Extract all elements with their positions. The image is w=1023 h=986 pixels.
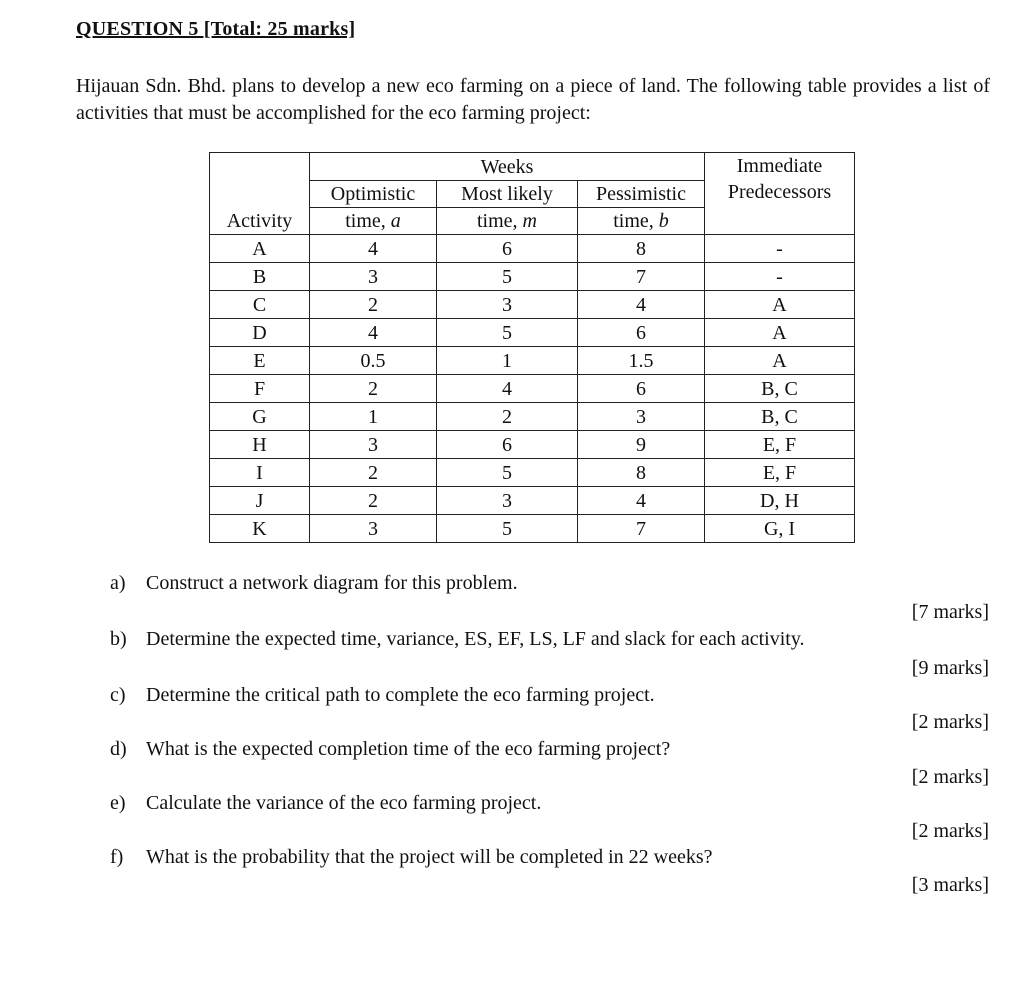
table-row <box>210 263 855 291</box>
predecessors-cell: A <box>705 291 855 319</box>
weeks-header: Weeks <box>310 153 705 181</box>
predecessors-cell: - <box>705 235 855 263</box>
mostlikely-cell: 2 <box>437 403 578 431</box>
optimistic-sub-text: time, <box>345 210 391 232</box>
optimistic-var: a <box>390 210 401 232</box>
pessimistic-cell: 3 <box>578 403 705 431</box>
pessimistic-cell: 7 <box>578 263 705 291</box>
question-item <box>110 572 518 595</box>
optimistic-cell: 1 <box>310 403 437 431</box>
table-row <box>210 487 855 515</box>
table-row <box>210 403 855 431</box>
pessimistic-cell: 1.5 <box>578 347 705 375</box>
pessimistic-cell: 6 <box>578 375 705 403</box>
activity-cell: F <box>210 375 310 403</box>
question-item <box>110 792 541 815</box>
question-text: Construct a network diagram for this problem. <box>146 572 518 594</box>
table-row <box>210 431 855 459</box>
question-text: Calculate the variance of the eco farming project. <box>146 792 542 814</box>
immediate-label: Immediate <box>736 155 823 177</box>
activity-cell: K <box>210 515 310 543</box>
activity-cell: G <box>210 403 310 431</box>
predecessors-cell: A <box>705 319 855 347</box>
optimistic-header: Optimistic <box>310 181 437 208</box>
optimistic-subheader <box>310 208 437 235</box>
marks-label: [2 marks] <box>911 766 989 788</box>
mostlikely-var: m <box>522 210 537 232</box>
mostlikely-cell: 5 <box>437 263 578 291</box>
activity-cell: B <box>210 263 310 291</box>
marks-label: [2 marks] <box>911 820 989 842</box>
pessimistic-cell: 7 <box>578 515 705 543</box>
table-row <box>210 347 855 375</box>
question-text: What is the probability that the project will be completed in 22 weeks? <box>146 846 713 868</box>
mostlikely-cell: 4 <box>437 375 578 403</box>
question-label: f) <box>110 846 124 868</box>
question-text: What is the expected completion time of the eco farming project? <box>146 738 671 760</box>
optimistic-cell: 4 <box>310 319 437 347</box>
marks-label: [3 marks] <box>911 874 989 896</box>
predecessors-cell: G, I <box>705 515 855 543</box>
marks-label: [9 marks] <box>911 657 989 679</box>
question-label: b) <box>110 628 127 650</box>
activity-cell: E <box>210 347 310 375</box>
predecessors-cell: B, C <box>705 403 855 431</box>
mostlikely-sub-text: time, <box>477 210 523 232</box>
question-label: e) <box>110 792 126 814</box>
mostlikely-subheader <box>437 208 578 235</box>
mostlikely-cell: 6 <box>437 235 578 263</box>
pessimistic-cell: 4 <box>578 487 705 515</box>
intro-paragraph: Hijauan Sdn. Bhd. plans to develop a new eco farming on a piece of land. The following table provides a list of activities that must be accomplished for the eco farming project: <box>76 75 990 124</box>
table-row <box>210 459 855 487</box>
mostlikely-cell: 3 <box>437 291 578 319</box>
table-row <box>210 319 855 347</box>
question-label: c) <box>110 684 126 706</box>
pessimistic-cell: 4 <box>578 291 705 319</box>
predecessors-cell: A <box>705 347 855 375</box>
mostlikely-cell: 6 <box>437 431 578 459</box>
marks-label: [2 marks] <box>911 711 989 733</box>
predecessors-label: Predecessors <box>727 181 832 203</box>
predecessors-cell: B, C <box>705 375 855 403</box>
mostlikely-cell: 3 <box>437 487 578 515</box>
predecessors-cell: - <box>705 263 855 291</box>
question-label: d) <box>110 738 127 760</box>
predecessors-cell: D, H <box>705 487 855 515</box>
activity-header: Activity <box>210 153 310 235</box>
predecessors-cell: E, F <box>705 431 855 459</box>
activity-cell: C <box>210 291 310 319</box>
mostlikely-header: Most likely <box>437 181 578 208</box>
mostlikely-cell: 5 <box>437 319 578 347</box>
mostlikely-cell: 5 <box>437 459 578 487</box>
question-item <box>110 846 713 869</box>
pessimistic-header: Pessimistic <box>578 181 705 208</box>
table-row <box>210 291 855 319</box>
table-row <box>210 375 855 403</box>
predecessors-cell: E, F <box>705 459 855 487</box>
optimistic-cell: 3 <box>310 431 437 459</box>
optimistic-cell: 3 <box>310 263 437 291</box>
activity-cell: A <box>210 235 310 263</box>
activity-cell: J <box>210 487 310 515</box>
activity-table <box>209 152 855 543</box>
question-text: Determine the expected time, variance, ES, EF, LS, LF and slack for each activity. <box>146 628 805 650</box>
question-title: QUESTION 5 [Total: 25 marks] <box>76 18 356 40</box>
pessimistic-var: b <box>658 210 669 232</box>
activity-cell: I <box>210 459 310 487</box>
pessimistic-sub-text: time, <box>613 210 659 232</box>
question-label: a) <box>110 572 126 594</box>
optimistic-cell: 2 <box>310 291 437 319</box>
pessimistic-cell: 8 <box>578 235 705 263</box>
mostlikely-cell: 1 <box>437 347 578 375</box>
question-text: Determine the critical path to complete the eco farming project. <box>146 684 655 706</box>
optimistic-cell: 0.5 <box>310 347 437 375</box>
optimistic-cell: 2 <box>310 487 437 515</box>
mostlikely-cell: 5 <box>437 515 578 543</box>
question-item <box>110 684 655 707</box>
question-item <box>110 628 805 651</box>
pessimistic-cell: 8 <box>578 459 705 487</box>
pessimistic-cell: 9 <box>578 431 705 459</box>
table-row <box>210 235 855 263</box>
activity-cell: D <box>210 319 310 347</box>
optimistic-cell: 3 <box>310 515 437 543</box>
activity-cell: H <box>210 431 310 459</box>
pessimistic-subheader <box>578 208 705 235</box>
optimistic-cell: 4 <box>310 235 437 263</box>
marks-label: [7 marks] <box>911 601 989 623</box>
question-item <box>110 738 670 761</box>
optimistic-cell: 2 <box>310 459 437 487</box>
pessimistic-cell: 6 <box>578 319 705 347</box>
predecessors-header <box>705 153 855 235</box>
optimistic-cell: 2 <box>310 375 437 403</box>
table-row <box>210 515 855 543</box>
